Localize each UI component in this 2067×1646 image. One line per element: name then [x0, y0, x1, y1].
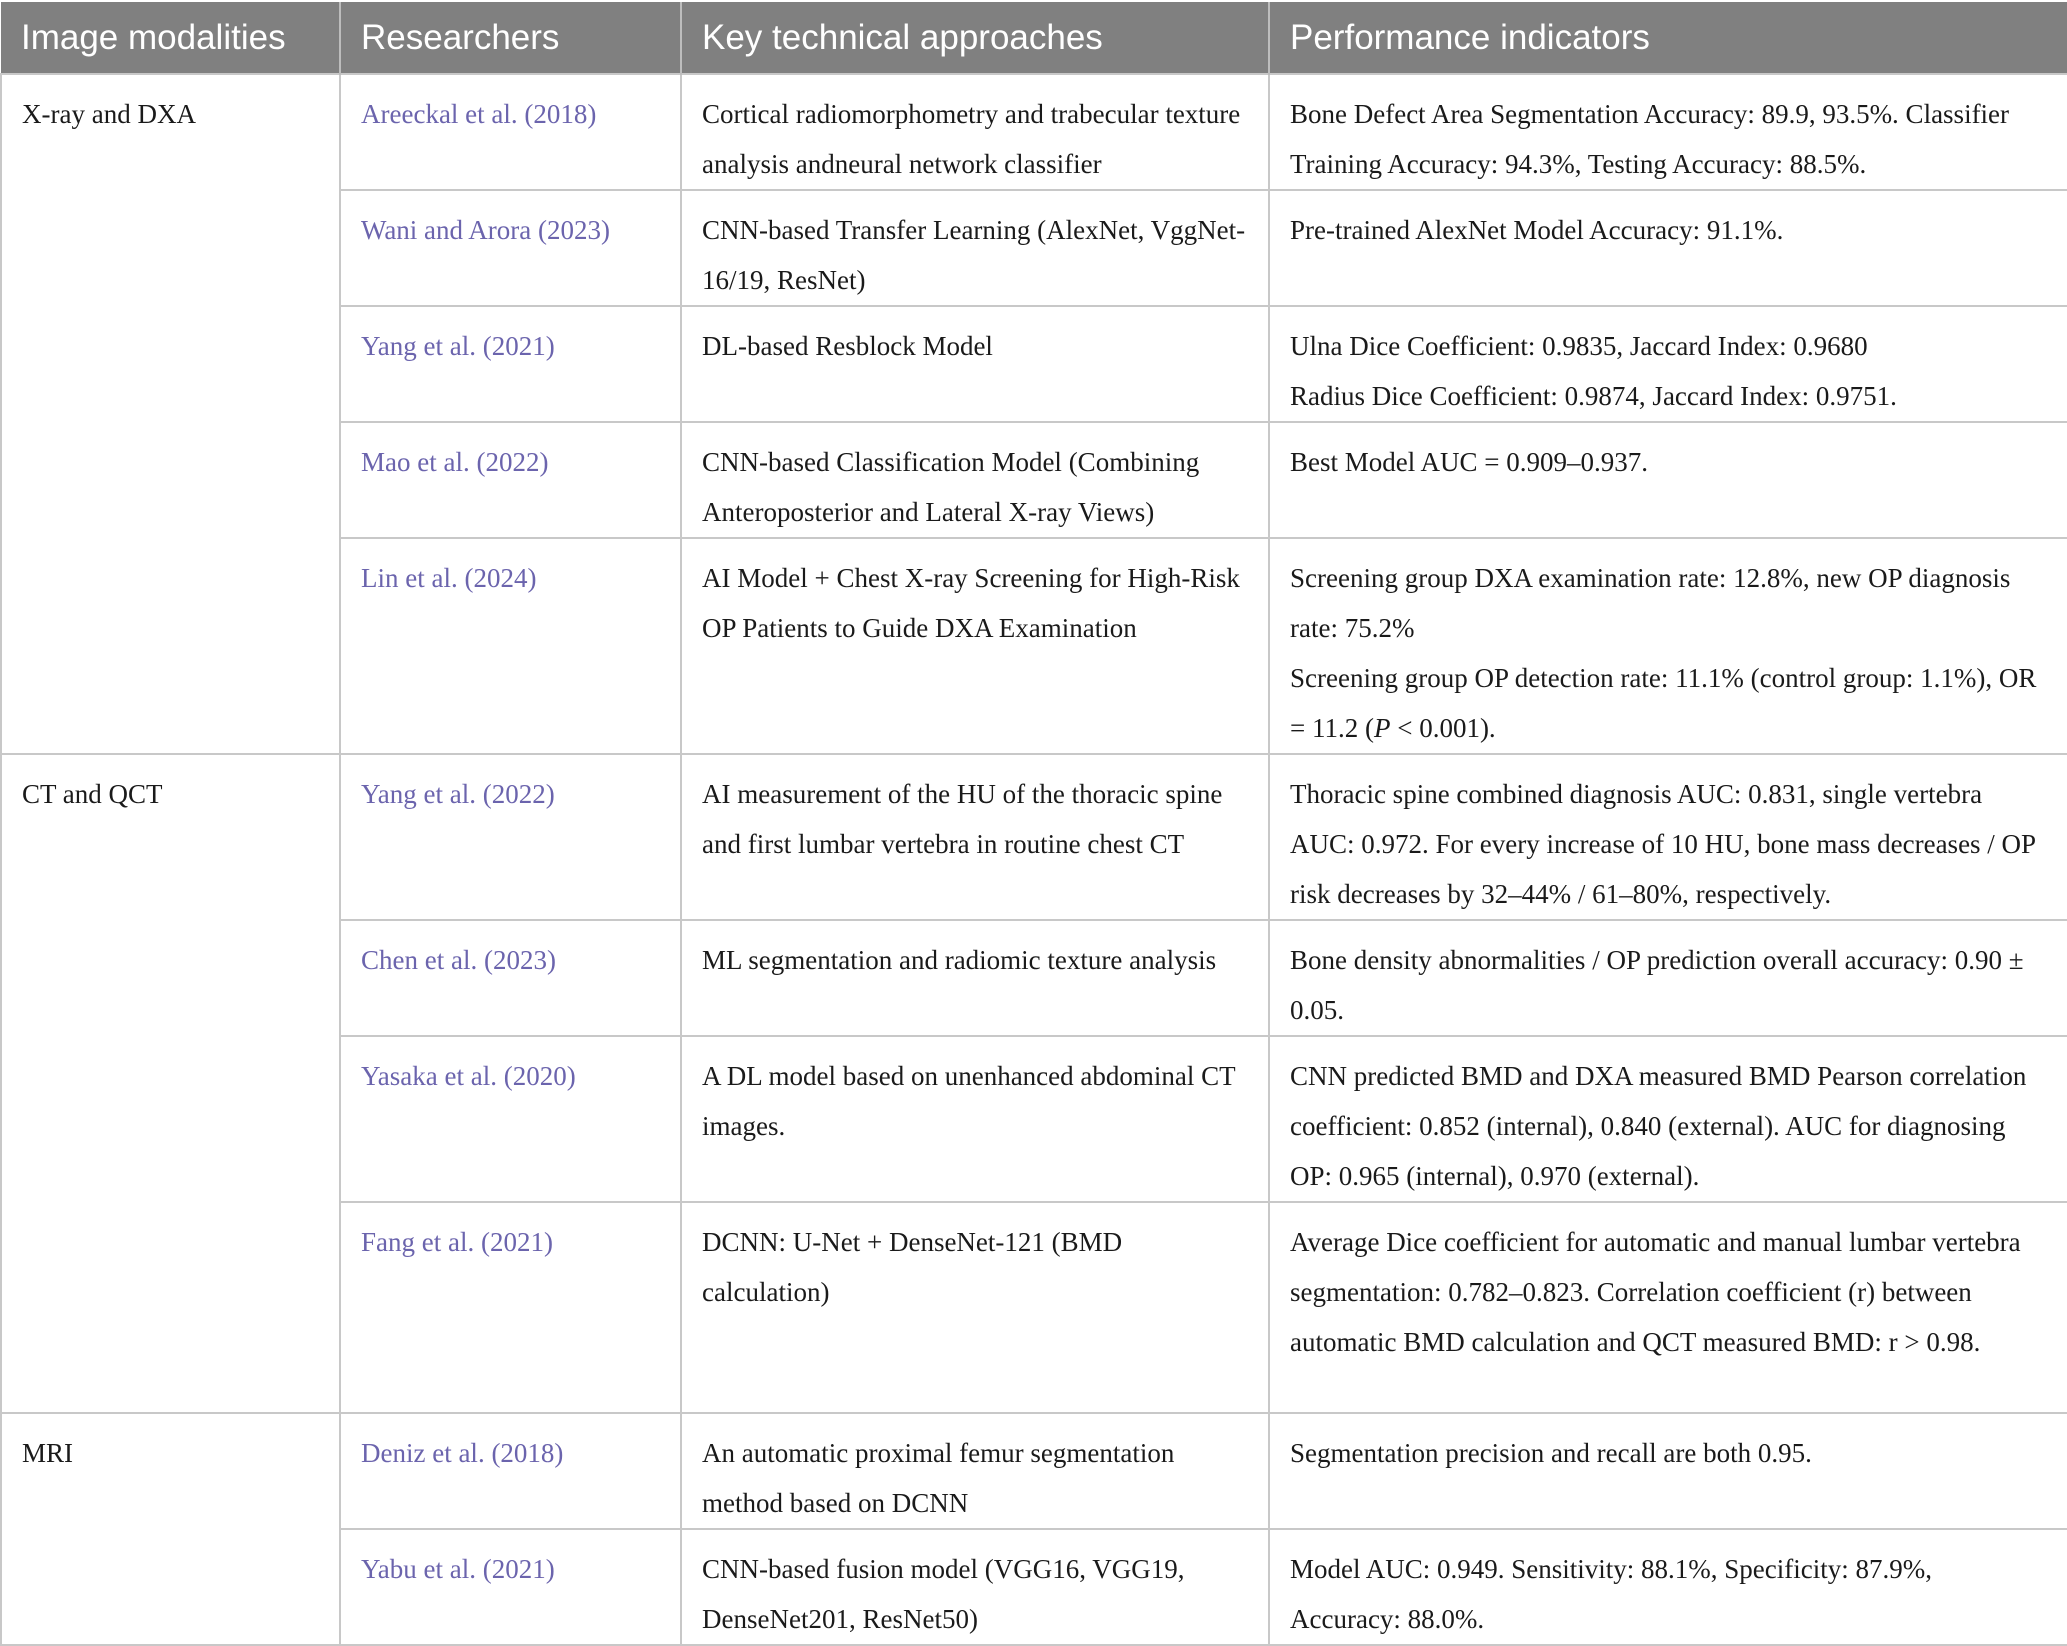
performance-text: Ulna Dice Coefficient: 0.9835, Jaccard Index: 0.9680: [1290, 331, 1868, 361]
approach-cell: CNN-based fusion model (VGG16, VGG19, DenseNet201, ResNet50): [681, 1529, 1269, 1645]
performance-paragraph: [1290, 205, 2047, 255]
performance-text: Screening group DXA examination rate: 12.8%, new OP diagnosis rate: 75.2%: [1290, 563, 2011, 643]
performance-cell: [1269, 1529, 2067, 1645]
header-row: [1, 2, 2067, 74]
header-researchers: Researchers: [340, 2, 681, 74]
researcher-cell: [340, 422, 681, 538]
approach-cell: ML segmentation and radiomic texture analysis: [681, 920, 1269, 1036]
performance-text: Best Model AUC = 0.909–0.937.: [1290, 447, 1648, 477]
performance-paragraph: [1290, 1544, 2047, 1644]
approach-cell: AI measurement of the HU of the thoracic spine and first lumbar vertebra in routine chest CT: [681, 754, 1269, 920]
researcher-link[interactable]: Yang et al. (2021): [361, 331, 555, 361]
approach-cell: DL-based Resblock Model: [681, 306, 1269, 422]
performance-paragraph: [1290, 653, 2047, 753]
approach-cell: CNN-based Transfer Learning (AlexNet, VggNet-16/19, ResNet): [681, 190, 1269, 306]
researcher-cell: [340, 1202, 681, 1413]
approach-cell: An automatic proximal femur segmentation method based on DCNN: [681, 1413, 1269, 1529]
performance-paragraph: [1290, 371, 2047, 421]
approach-cell: CNN-based Classification Model (Combining Anteroposterior and Lateral X-ray Views): [681, 422, 1269, 538]
performance-paragraph: [1290, 769, 2047, 919]
performance-text: Thoracic spine combined diagnosis AUC: 0.831, single vertebra AUC: 0.972. For every increase of 10 HU, bone mass decreases / OP risk decreases by 32–44% / 61–80%, respectively.: [1290, 779, 2036, 909]
performance-cell: [1269, 920, 2067, 1036]
performance-cell: [1269, 1202, 2067, 1413]
performance-text: Model AUC: 0.949. Sensitivity: 88.1%, Specificity: 87.9%, Accuracy: 88.0%.: [1290, 1554, 1932, 1634]
modality-cell: X-ray and DXA: [1, 74, 340, 754]
header-performance: Performance indicators: [1269, 2, 2067, 74]
header-image-modalities: Image modalities: [1, 2, 340, 74]
researcher-link[interactable]: Yasaka et al. (2020): [361, 1061, 576, 1091]
table-row: [1, 74, 2067, 190]
performance-cell: [1269, 1036, 2067, 1202]
performance-paragraph: [1290, 935, 2047, 1035]
approach-cell: Cortical radiomorphometry and trabecular texture analysis andneural network classifier: [681, 74, 1269, 190]
table-row: [1, 1413, 2067, 1529]
performance-text: Bone Defect Area Segmentation Accuracy: 89.9, 93.5%. Classifier Training Accuracy: 94.3%, Testing Accuracy: 88.5%.: [1290, 99, 2010, 179]
performance-paragraph: [1290, 1051, 2047, 1201]
performance-text: Pre-trained AlexNet Model Accuracy: 91.1%.: [1290, 215, 1784, 245]
modality-cell: MRI: [1, 1413, 340, 1645]
researcher-cell: [340, 920, 681, 1036]
table-row: [1, 754, 2067, 920]
header-key-approaches: Key technical approaches: [681, 2, 1269, 74]
p-value-symbol: P: [1373, 713, 1391, 743]
performance-paragraph: [1290, 437, 2047, 487]
performance-cell: [1269, 74, 2067, 190]
performance-text: Radius Dice Coefficient: 0.9874, Jaccard Index: 0.9751.: [1290, 381, 1897, 411]
researcher-cell: [340, 538, 681, 754]
performance-paragraph: [1290, 321, 2047, 371]
performance-cell: [1269, 306, 2067, 422]
researcher-cell: [340, 190, 681, 306]
performance-paragraph: [1290, 553, 2047, 653]
performance-cell: [1269, 190, 2067, 306]
researcher-link[interactable]: Yabu et al. (2021): [361, 1554, 555, 1584]
performance-text: CNN predicted BMD and DXA measured BMD Pearson correlation coefficient: 0.852 (internal), 0.840 (external). AUC for diagnosing OP: 0.965 (internal), 0.970 (external).: [1290, 1061, 2027, 1191]
modality-cell: CT and QCT: [1, 754, 340, 1413]
performance-text: Bone density abnormalities / OP prediction overall accuracy: 0.90 ± 0.05.: [1290, 945, 2024, 1025]
researcher-cell: [340, 754, 681, 920]
researcher-link[interactable]: Fang et al. (2021): [361, 1227, 553, 1257]
researcher-link[interactable]: Wani and Arora (2023): [361, 215, 610, 245]
performance-paragraph: [1290, 1217, 2047, 1367]
performance-text: Segmentation precision and recall are both 0.95.: [1290, 1438, 1812, 1468]
performance-paragraph: [1290, 1428, 2047, 1478]
performance-text: Screening group OP detection rate: 11.1% (control group: 1.1%), OR = 11.2 (: [1290, 663, 2037, 743]
performance-cell: [1269, 754, 2067, 920]
researcher-link[interactable]: Areeckal et al. (2018): [361, 99, 597, 129]
performance-cell: [1269, 422, 2067, 538]
researcher-cell: [340, 1529, 681, 1645]
approach-cell: AI Model + Chest X-ray Screening for High-Risk OP Patients to Guide DXA Examination: [681, 538, 1269, 754]
approach-cell: DCNN: U-Net + DenseNet-121 (BMD calculation): [681, 1202, 1269, 1413]
results-table: [0, 2, 2067, 1646]
researcher-cell: [340, 1036, 681, 1202]
performance-cell: [1269, 538, 2067, 754]
researcher-link[interactable]: Deniz et al. (2018): [361, 1438, 564, 1468]
researcher-link[interactable]: Yang et al. (2022): [361, 779, 555, 809]
researcher-link[interactable]: Mao et al. (2022): [361, 447, 549, 477]
researcher-cell: [340, 306, 681, 422]
approach-cell: A DL model based on unenhanced abdominal CT images.: [681, 1036, 1269, 1202]
researcher-cell: [340, 74, 681, 190]
performance-text-tail: < 0.001).: [1390, 713, 1496, 743]
researcher-link[interactable]: Lin et al. (2024): [361, 563, 537, 593]
performance-text: Average Dice coefficient for automatic and manual lumbar vertebra segmentation: 0.782–0.823. Correlation coefficient (r) between automatic BMD calculation and QCT measured BMD: r > 0.98.: [1290, 1227, 2021, 1357]
performance-cell: [1269, 1413, 2067, 1529]
researcher-link[interactable]: Chen et al. (2023): [361, 945, 556, 975]
performance-paragraph: [1290, 89, 2047, 189]
researcher-cell: [340, 1413, 681, 1529]
